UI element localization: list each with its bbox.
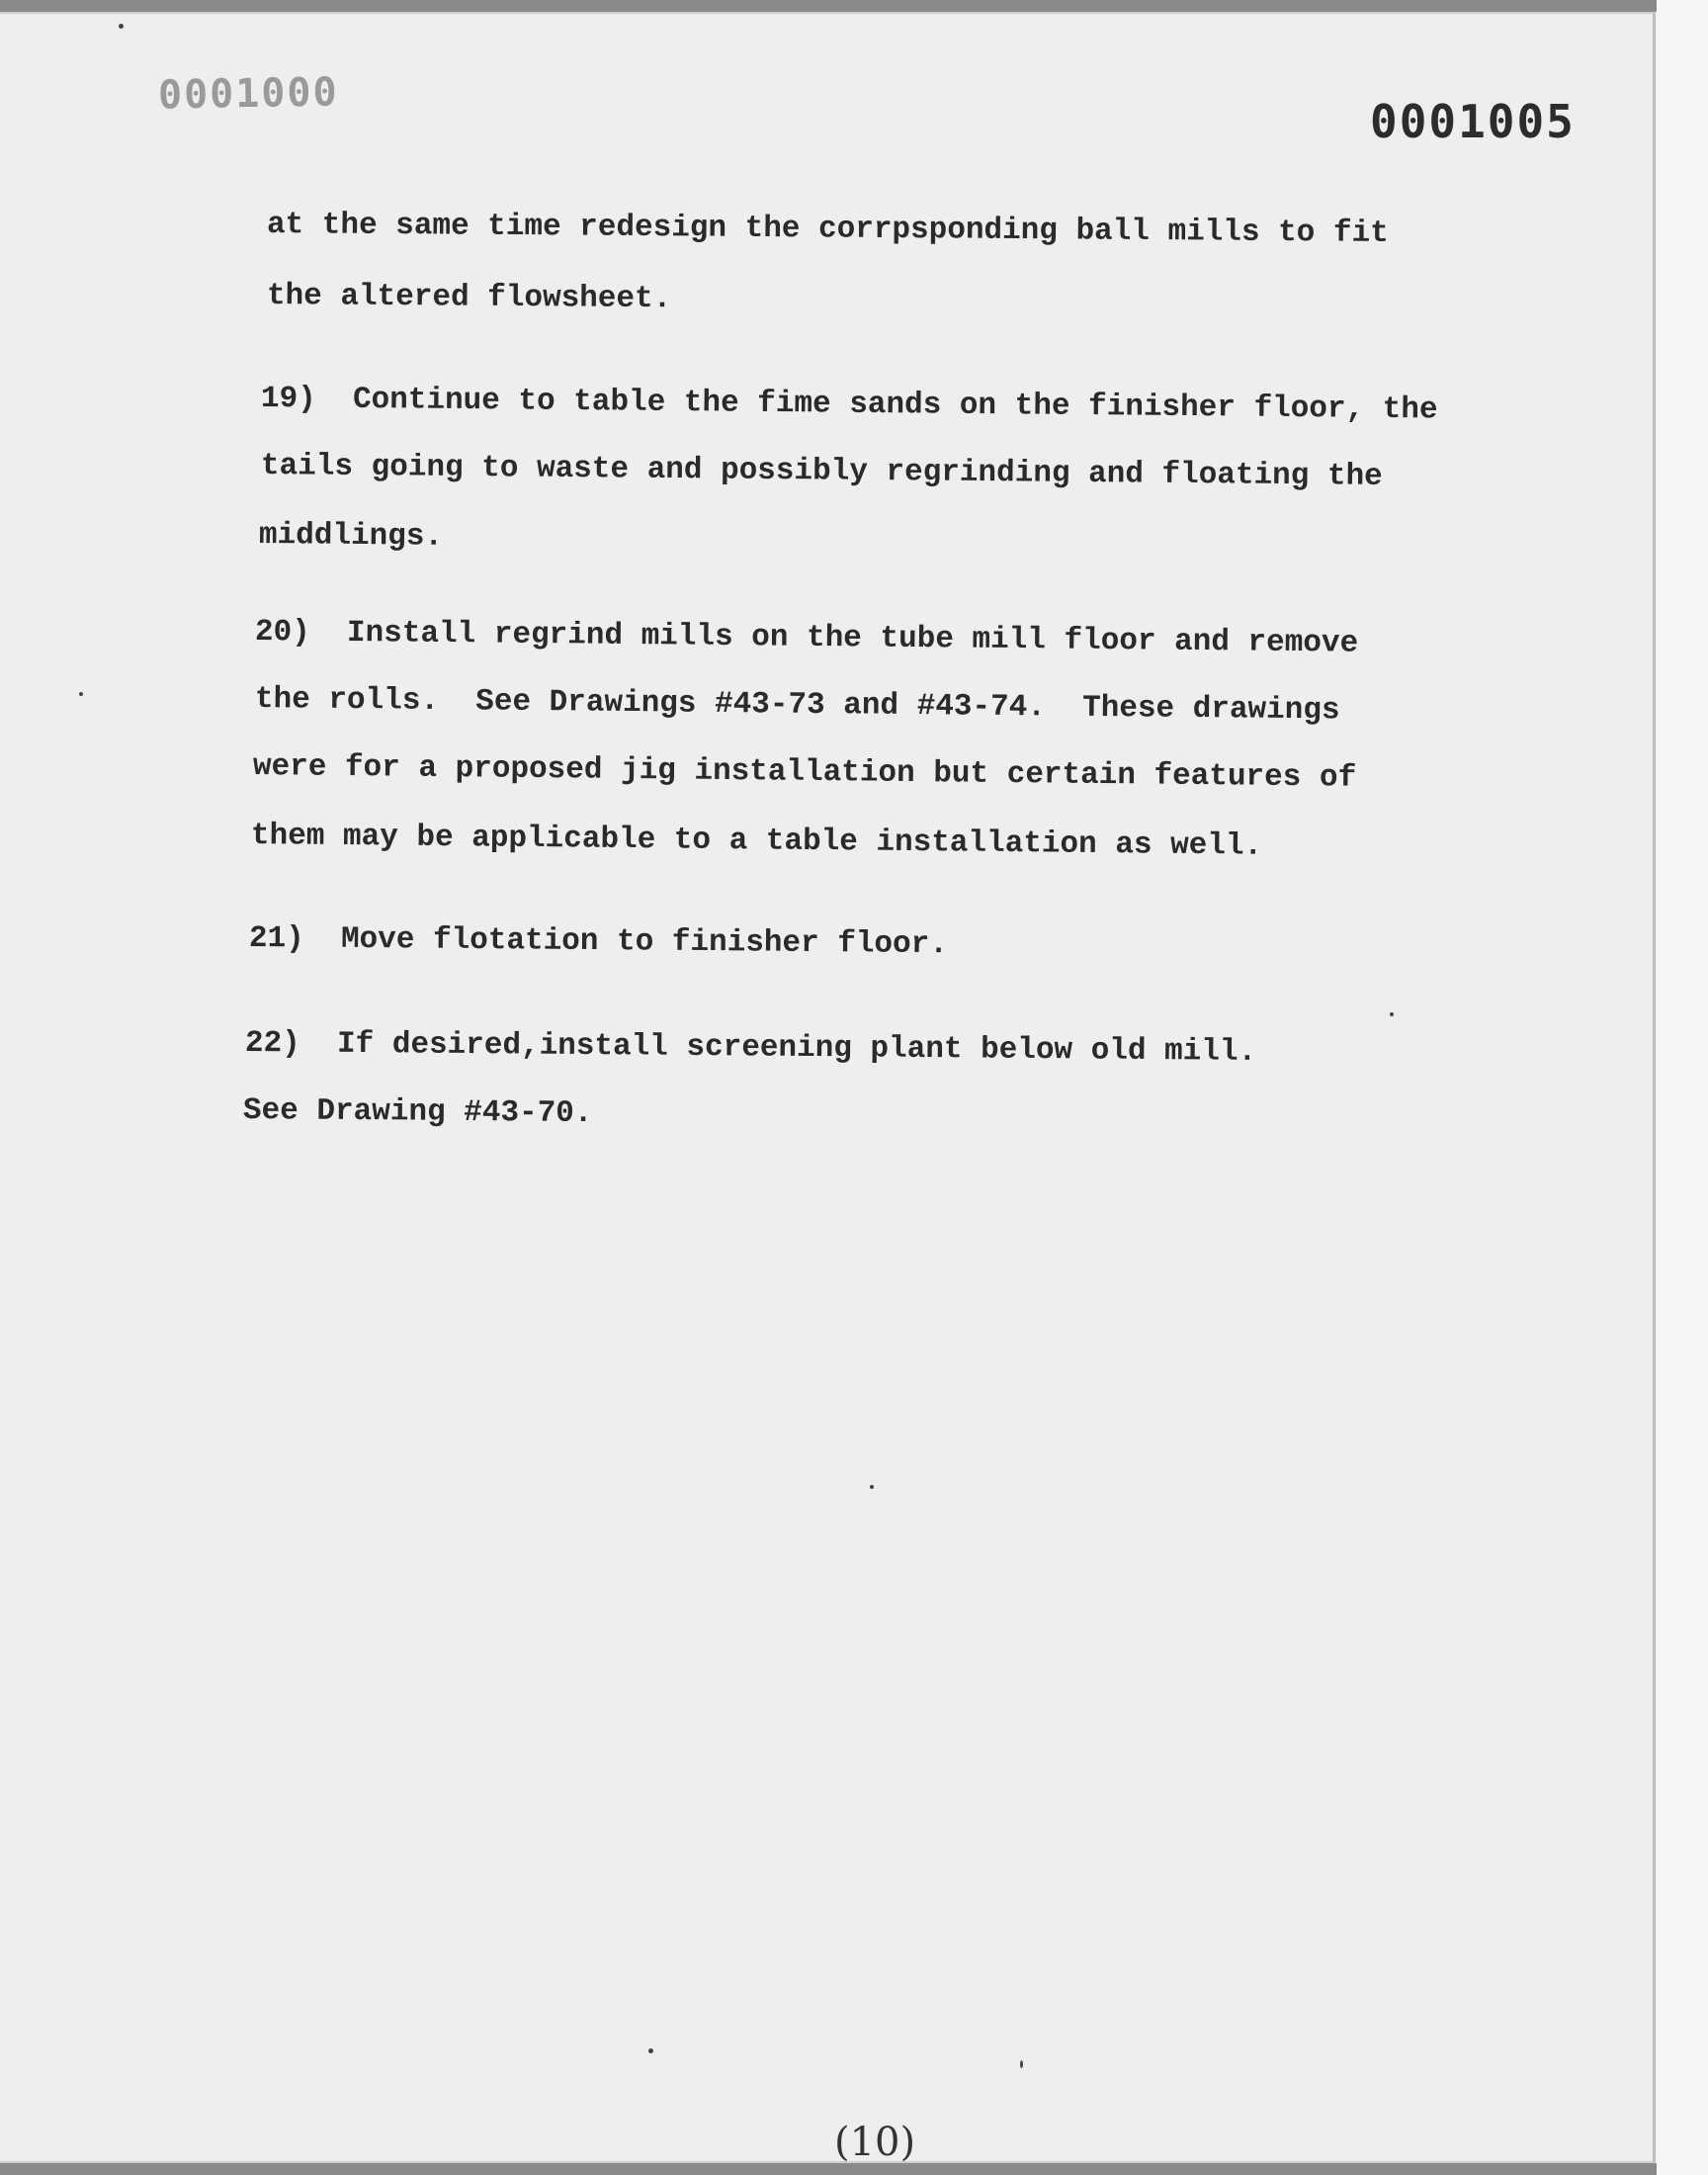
text-line: them may be applicable to a table installation as well. [250,819,1263,864]
text-line: tails going to waste and possibly regrinding and floating the [260,449,1383,494]
text-line: were for a proposed jig installation but certain features of [252,749,1357,796]
list-item-21-line: 21) Move flotation to finisher floor. [248,921,949,963]
text-line: middlings. [258,518,444,555]
scan-speck [79,692,83,696]
scan-speck [870,1485,874,1489]
text-line: the altered flowsheet. [266,279,672,317]
scan-edge [1657,0,1708,2175]
scan-speck [1020,2060,1023,2068]
page-number: (10) [834,2120,916,2165]
list-item-20-line: 20) Install regrind mills on the tube mill floor and remove [254,615,1359,661]
faded-document-number-stamp: 0001000 [157,69,339,119]
document-number-stamp: 0001005 [1370,95,1576,148]
scan-speck [119,24,124,29]
list-item-19-line: 19) Continue to table the fime sands on the finisher floor, the [260,382,1438,428]
scan-speck [1390,1012,1394,1016]
text-line: See Drawing #43-70. [242,1093,593,1132]
list-item-22-line: 22) If desired,install screening plant below old mill. [244,1026,1257,1070]
text-line: at the same time redesign the corrpsponding ball mills to fit [266,208,1389,251]
document-page [0,12,1656,2163]
text-line: the rolls. See Drawings #43-73 and #43-74. These drawings [254,682,1340,729]
scan-speck [648,2048,653,2053]
